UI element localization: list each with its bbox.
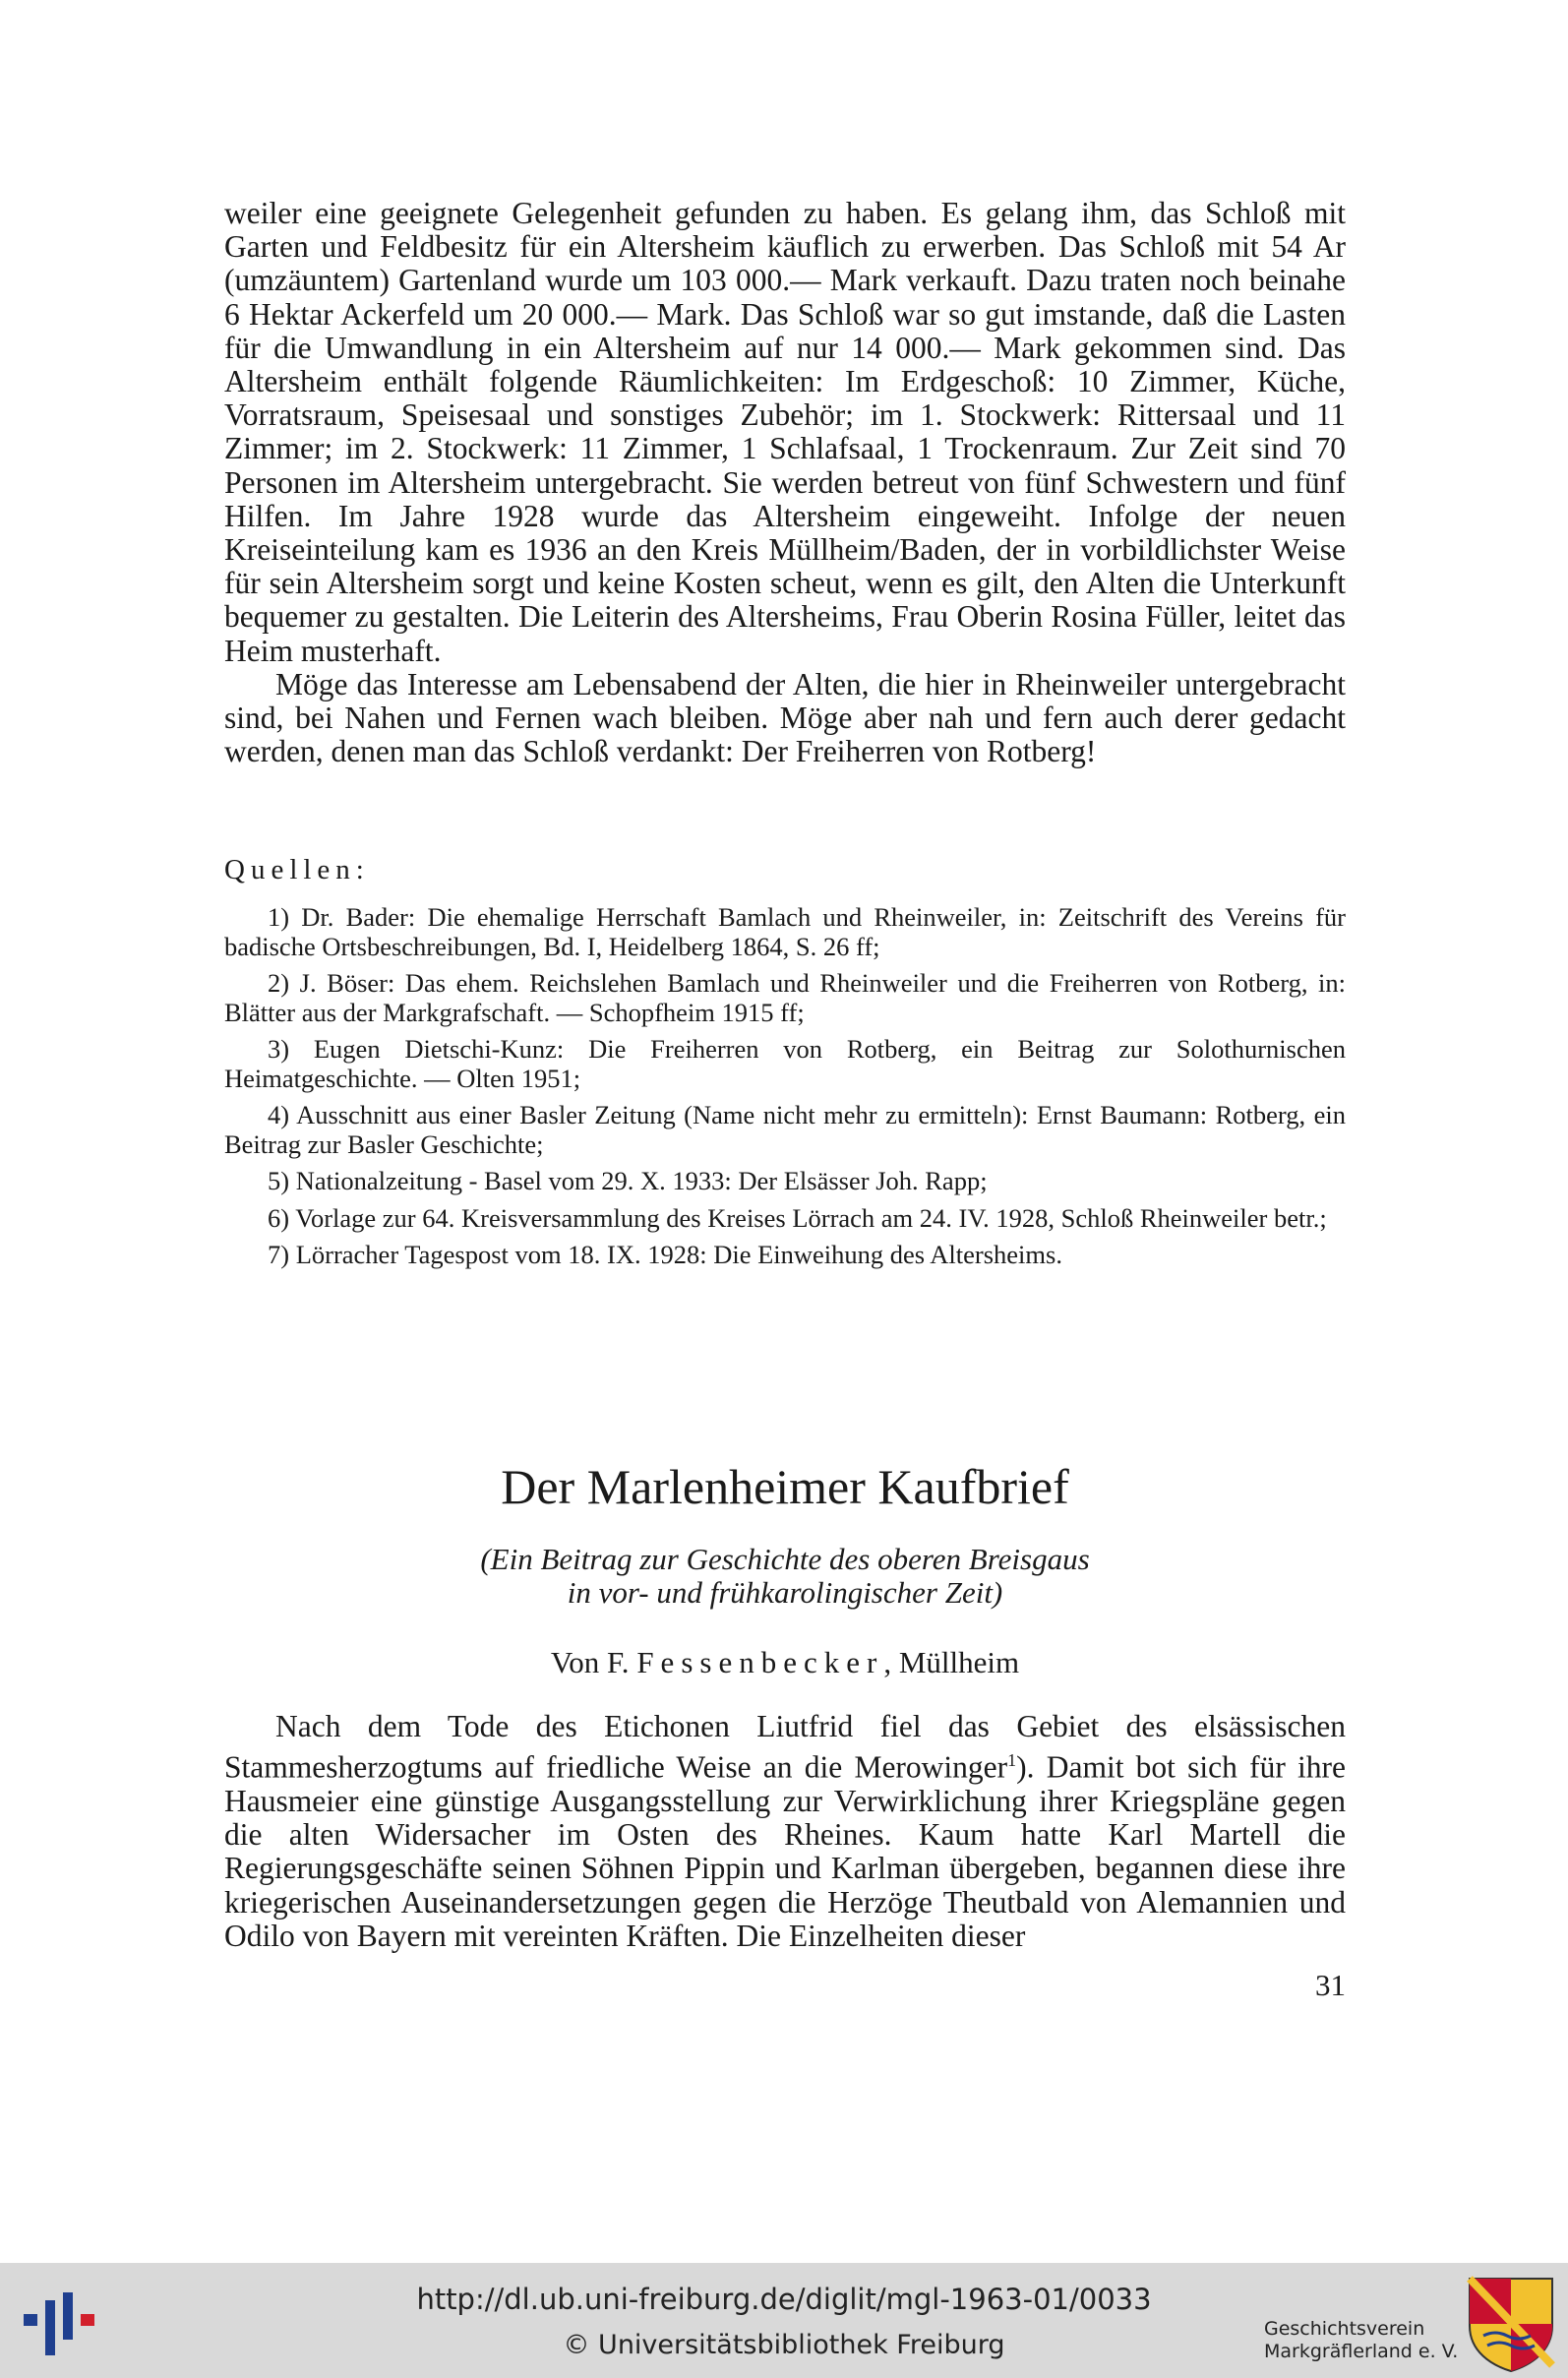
society-line: Geschichtsverein xyxy=(1264,2318,1425,2340)
author-name: Fessenbecker xyxy=(636,1645,884,1679)
article-author xyxy=(224,1645,1346,1680)
article-text: Nach dem Tode des Etichonen Liutfrid fiel das Gebiet des elsässischen Stammesherzogtums auf friedliche Weise an die Merowinger xyxy=(224,1709,1346,1785)
society-line: Markgräflerland e. V. xyxy=(1264,2341,1459,2362)
article-paragraph xyxy=(224,1710,1346,1953)
coat-of-arms-icon xyxy=(1466,2275,1556,2373)
article-subtitle xyxy=(224,1543,1346,1610)
footnote-marker: 1 xyxy=(1007,1750,1017,1771)
source-item: 6) Vorlage zur 64. Kreisversammlung des Kreises Lörrach am 24. IV. 1928, Schloß Rheinweiler betr.; xyxy=(268,1202,1327,1233)
source-item: 5) Nationalzeitung - Basel vom 29. X. 1933: Der Elsässer Joh. Rapp; xyxy=(268,1166,988,1195)
source-item: 2) J. Böser: Das ehem. Reichslehen Bamlach und Rheinweiler und die Freiherren von Rotberg, in: Blätter aus der Markgrafschaft. — Schopfheim 1915 ff; xyxy=(224,968,1346,1027)
body-paragraph: Möge das Interesse am Lebensabend der Alten, die hier in Rheinweiler untergebracht sind, bei Nahen und Fernen wach bleiben. Möge aber nah und fern auch derer gedacht werden, denen man das Schloß verdankt: Der Freiherren von Rotberg! xyxy=(224,666,1346,769)
page-number: 31 xyxy=(1315,1968,1346,2002)
article-title: Der Marlenheimer Kaufbrief xyxy=(501,1459,1069,1514)
sources-heading: Quellen: xyxy=(224,854,370,885)
society-name xyxy=(1264,2318,1461,2363)
body-paragraph: weiler eine geeignete Gelegenheit gefunden zu haben. Es gelang ihm, das Schloß mit Garten und Feldbesitz für ein Altersheim käuflich zu erwerben. Das Schloß mit 54 Ar (umzäuntem) Gartenland wurde um 103 000.— Mark verkauft. Dazu traten noch beinahe 6 Hektar Ackerfeld um 20 000.— Mark. Das Schloß war so gut imstande, daß die Lasten für die Umwandlung in ein Altersheim auf nur 14 000.— Mark gekommen sind. Das Altersheim enthält folgende Räumlichkeiten: Im Erdgeschoß: 10 Zimmer, Küche, Vorratsraum, Speisesaal und sonstiges Zubehör; im 1. Stockwerk: Rittersaal und 11 Zimmer; im 2. Stockwerk: 11 Zimmer, 1 Schlafsaal, 1 Trockenraum. Zur Zeit sind 70 Personen im Altersheim untergebracht. Sie werden betreut von fünf Schwestern und fünf Hilfen. Im Jahre 1928 wurde das Altersheim eingeweiht. Infolge der neuen Kreiseinteilung kam es 1936 an den Kreis Müllheim/Baden, der in vorbildlichster Weise für sein Altersheim sorgt und keine Kosten scheut, wenn es gilt, den Alten die Unterkunft bequemer zu gestalten. Die Leiterin des Altersheims, Frau Oberin Rosina Füller, leitet das Heim musterhaft. xyxy=(224,196,1346,668)
source-item: 3) Eugen Dietschi-Kunz: Die Freiherren von Rotberg, ein Beitrag zur Solothurnischen Heimatgeschichte. — Olten 1951; xyxy=(224,1034,1346,1093)
article-text: ). Damit bot sich für ihre Hausmeier eine günstige Ausgangsstellung zur Verwirklichung ihrer Kriegspläne gegen die alten Widersacher im Osten des Rheines. Kaum hatte Karl Martell die Regierungsgeschäfte seinen Söhnen Pippin und Karlman übergeben, begannen diese ihre kriegerischen Auseinandersetzungen gegen die Herzöge Theutbald von Alemannien und Odilo von Bayern mit vereinten Kräften. Die Einzelheiten dieser xyxy=(224,1749,1347,1953)
source-item: 1) Dr. Bader: Die ehemalige Herrschaft Bamlach und Rheinweiler, in: Zeitschrift des Vereins für badische Ortsbeschreibungen, Bd. I, Heidelberg 1864, S. 26 ff; xyxy=(224,902,1346,961)
source-item: 7) Lörracher Tagespost vom 18. IX. 1928: Die Einweihung des Altersheims. xyxy=(268,1240,1062,1269)
author-prefix: Von F. xyxy=(550,1645,630,1679)
subtitle-line: in vor- und frühkarolingischer Zeit) xyxy=(567,1575,1003,1610)
sources-list xyxy=(224,903,1346,1278)
footer-url[interactable]: http://dl.ub.uni-freiburg.de/diglit/mgl-1963-01/0033 xyxy=(416,2283,1152,2316)
subtitle-line: (Ein Beitrag zur Geschichte des oberen Breisgaus xyxy=(480,1542,1090,1576)
footer-bar xyxy=(0,2263,1568,2378)
body-text xyxy=(224,197,1346,768)
footer-copyright: © Universitätsbibliothek Freiburg xyxy=(563,2330,1005,2360)
source-item: 4) Ausschnitt aus einer Basler Zeitung (Name nicht mehr zu ermitteln): Ernst Baumann: Rotberg, ein Beitrag zur Basler Geschichte; xyxy=(224,1100,1346,1159)
article-body xyxy=(224,1710,1346,1953)
author-place: , Müllheim xyxy=(883,1645,1020,1679)
